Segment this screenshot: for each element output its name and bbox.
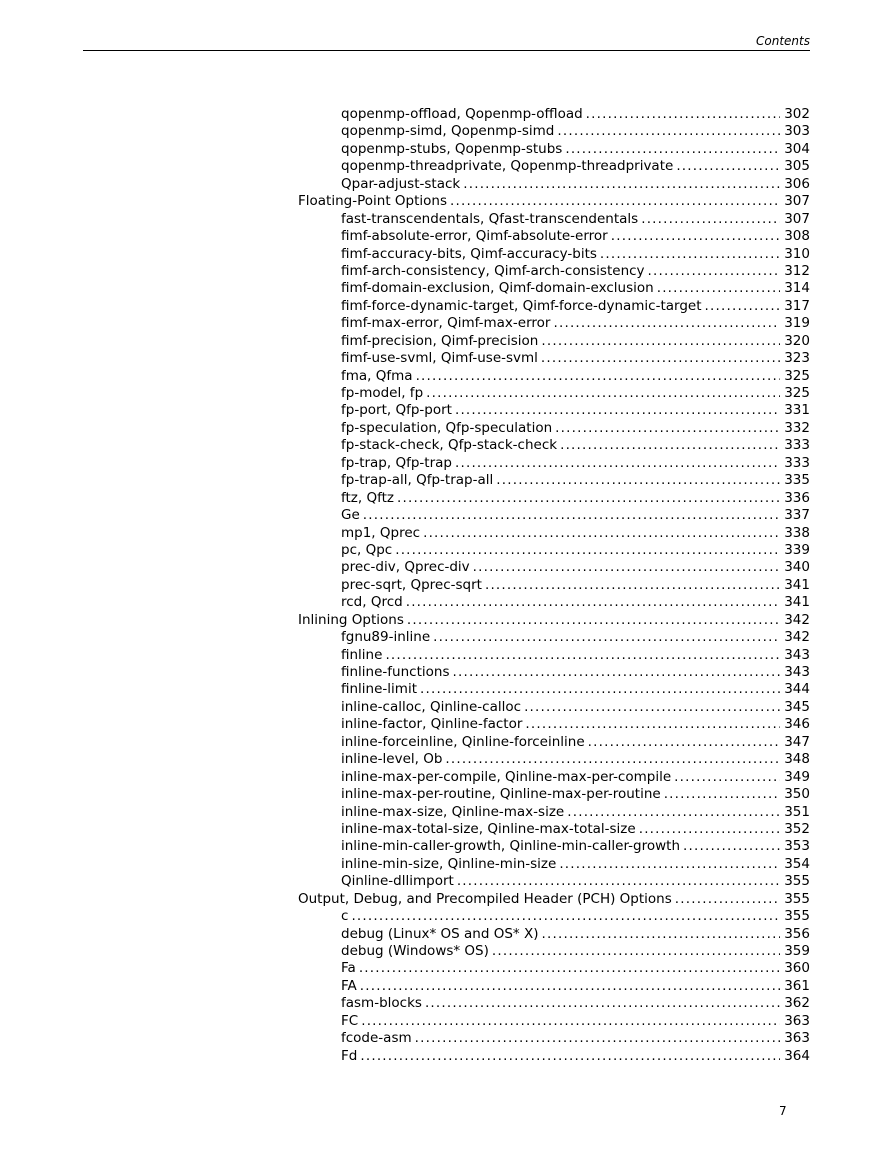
dot-leader [423, 525, 780, 542]
dot-leader [664, 786, 781, 803]
dot-leader [586, 106, 781, 123]
toc-entry-page: 304 [784, 140, 810, 157]
toc-entry-label: inline-factor, Qinline-factor [341, 716, 523, 733]
toc-entry-page: 363 [784, 1012, 810, 1029]
toc-entry[interactable] [298, 542, 810, 559]
toc-entry-label: Floating-Point Options [298, 193, 447, 210]
toc-entry-page: 363 [784, 1030, 810, 1047]
toc-entry-page: 314 [784, 280, 810, 297]
dot-leader [359, 960, 780, 977]
dot-leader [600, 246, 780, 263]
toc-entry-page: 360 [784, 960, 810, 977]
toc-entry-label: fp-model, fp [341, 385, 424, 401]
dot-leader [683, 838, 780, 855]
toc-entry[interactable] [298, 1013, 810, 1030]
toc-entry-label: inline-max-per-routine, Qinline-max-per-routine [341, 786, 661, 803]
toc-entry-page: 307 [784, 210, 810, 227]
dot-leader [420, 681, 780, 698]
toc-entry-label: fimf-domain-exclusion, Qimf-domain-exclusion [341, 280, 654, 297]
toc-entry-label: fimf-accuracy-bits, Qimf-accuracy-bits [341, 245, 597, 262]
toc-entry[interactable] [298, 455, 810, 472]
dot-leader [560, 437, 780, 454]
toc-entry-label: fma, Qfma [341, 367, 413, 384]
toc-entry[interactable] [298, 280, 810, 297]
toc-entry[interactable] [298, 437, 810, 454]
dot-leader [674, 769, 780, 786]
toc-entry-page: 302 [784, 106, 810, 122]
toc-entry-page: 325 [784, 367, 810, 384]
dot-leader [385, 647, 780, 664]
toc-entry[interactable] [298, 647, 810, 664]
dot-leader [611, 228, 780, 245]
toc-entry-label: fgnu89-inline [341, 629, 431, 646]
dot-leader [426, 385, 780, 402]
toc-entry-page: 359 [784, 943, 810, 959]
dot-leader [524, 699, 780, 716]
toc-entry-page: 339 [784, 541, 810, 558]
dot-leader [648, 263, 781, 280]
dot-leader [492, 943, 780, 960]
toc-entry-label: debug (Linux* OS and OS* X) [341, 925, 539, 942]
dot-leader [473, 559, 781, 576]
toc-entry-page: 356 [784, 925, 810, 942]
toc-entry-label: Fd [341, 1047, 358, 1064]
toc-entry-label: fp-trap-all, Qfp-trap-all [341, 472, 494, 489]
toc-entry[interactable] [298, 315, 810, 332]
dot-leader [676, 158, 780, 175]
dot-leader [675, 891, 780, 908]
toc-entry-label: fimf-absolute-error, Qimf-absolute-error [341, 228, 608, 245]
running-header [83, 33, 810, 51]
toc-entry-page: 325 [784, 385, 810, 401]
toc-entry-label: pc, Qpc [341, 541, 393, 558]
toc-entry[interactable] [298, 943, 810, 960]
toc-entry-page: 307 [784, 193, 810, 210]
toc-entry-page: 323 [784, 350, 810, 367]
dot-leader [455, 402, 780, 419]
toc-entry-label: rcd, Qrcd [341, 594, 403, 611]
dot-leader [415, 1030, 781, 1047]
toc-entry-label: fimf-force-dynamic-target, Qimf-force-dynamic-target [341, 297, 702, 314]
toc-entry-label: fp-trap, Qfp-trap [341, 454, 452, 471]
toc-entry-label: Inlining Options [298, 611, 404, 628]
toc-entry-label: qopenmp-offload, Qopenmp-offload [341, 106, 583, 122]
toc-entry[interactable] [298, 559, 810, 576]
toc-section-entry[interactable] [298, 891, 810, 908]
dot-leader [485, 577, 780, 594]
page-number: 7 [779, 1104, 787, 1118]
toc-entry-label: c [341, 908, 349, 925]
toc-entry-label: mp1, Qprec [341, 524, 421, 541]
toc-entry-label: fimf-max-error, Qimf-max-error [341, 315, 551, 332]
toc-section-entry[interactable] [298, 193, 810, 210]
toc-entry[interactable] [298, 699, 810, 716]
toc-entry[interactable] [298, 490, 810, 507]
toc-entry-page: 355 [784, 890, 810, 907]
table-of-contents [298, 106, 810, 1065]
dot-leader [567, 804, 780, 821]
toc-entry-page: 349 [784, 768, 810, 785]
toc-entry[interactable] [298, 751, 810, 768]
toc-entry-page: 333 [784, 437, 810, 454]
toc-entry-label: inline-max-size, Qinline-max-size [341, 803, 565, 820]
toc-section-entry[interactable] [298, 612, 810, 629]
toc-entry-label: fimf-use-svml, Qimf-use-svml [341, 350, 538, 367]
toc-entry[interactable] [298, 350, 810, 367]
dot-leader [455, 455, 780, 472]
toc-entry[interactable] [298, 577, 810, 594]
toc-entry[interactable] [298, 1030, 810, 1047]
toc-entry-page: 354 [784, 855, 810, 872]
dot-leader [360, 978, 780, 995]
toc-entry-page: 345 [784, 698, 810, 715]
toc-entry[interactable] [298, 402, 810, 419]
toc-entry[interactable] [298, 211, 810, 228]
toc-entry-label: fp-port, Qfp-port [341, 402, 452, 419]
dot-leader [657, 280, 781, 297]
dot-leader [425, 995, 780, 1012]
toc-entry-page: 341 [784, 594, 810, 611]
toc-entry-label: debug (Windows* OS) [341, 943, 489, 959]
toc-entry-page: 352 [784, 820, 810, 837]
dot-leader [641, 211, 780, 228]
toc-entry-label: fimf-arch-consistency, Qimf-arch-consistency [341, 262, 645, 279]
toc-entry[interactable] [298, 995, 810, 1012]
toc-entry-page: 350 [784, 786, 810, 803]
toc-entry-page: 342 [784, 611, 810, 628]
toc-entry-label: inline-level, Ob [341, 751, 443, 768]
dot-leader [407, 612, 780, 629]
toc-entry-page: 338 [784, 524, 810, 541]
toc-entry-page: 351 [784, 803, 810, 820]
toc-entry-page: 340 [784, 559, 810, 576]
toc-entry-label: fp-speculation, Qfp-speculation [341, 419, 553, 436]
toc-entry-page: 355 [784, 908, 810, 925]
dot-leader [450, 193, 780, 210]
dot-leader [541, 350, 780, 367]
toc-entry[interactable] [298, 821, 810, 838]
toc-entry-page: 303 [784, 123, 810, 140]
toc-entry[interactable] [298, 368, 810, 385]
toc-entry-label: inline-min-caller-growth, Qinline-min-caller-growth [341, 838, 681, 855]
toc-entry-page: 342 [784, 629, 810, 646]
toc-entry-label: qopenmp-threadprivate, Qopenmp-threadprivate [341, 158, 674, 175]
dot-leader [351, 908, 780, 925]
toc-entry-page: 305 [784, 158, 810, 175]
toc-entry[interactable] [298, 228, 810, 245]
toc-entry[interactable] [298, 716, 810, 733]
dot-leader [525, 716, 780, 733]
toc-entry[interactable] [298, 926, 810, 943]
dot-leader [363, 507, 780, 524]
dot-leader [360, 1048, 780, 1065]
toc-entry-label: ftz, Qftz [341, 489, 394, 506]
dot-leader [395, 542, 780, 559]
toc-entry-label: Qinline-dllimport [341, 873, 454, 890]
toc-entry-page: 335 [784, 472, 810, 489]
toc-entry-page: 343 [784, 646, 810, 663]
toc-entry[interactable] [298, 681, 810, 698]
toc-entry[interactable] [298, 176, 810, 193]
toc-entry-label: qopenmp-stubs, Qopenmp-stubs [341, 140, 563, 157]
toc-entry-label: finline [341, 646, 383, 663]
toc-entry[interactable] [298, 263, 810, 280]
toc-entry[interactable] [298, 298, 810, 315]
toc-entry[interactable] [298, 141, 810, 158]
dot-leader [705, 298, 781, 315]
dot-leader [397, 490, 780, 507]
dot-leader [553, 315, 780, 332]
toc-entry-page: 310 [784, 245, 810, 262]
toc-entry[interactable] [298, 525, 810, 542]
toc-entry[interactable] [298, 507, 810, 524]
toc-entry[interactable] [298, 786, 810, 803]
toc-entry-label: inline-calloc, Qinline-calloc [341, 698, 522, 715]
toc-entry-page: 346 [784, 716, 810, 733]
dot-leader [433, 629, 780, 646]
dot-leader [557, 123, 780, 140]
toc-entry-page: 355 [784, 873, 810, 890]
toc-entry[interactable] [298, 664, 810, 681]
toc-entry[interactable] [298, 333, 810, 350]
toc-entry-label: Ge [341, 507, 360, 524]
dot-leader [555, 420, 780, 437]
toc-entry[interactable] [298, 158, 810, 175]
toc-entry[interactable] [298, 960, 810, 977]
toc-entry-page: 364 [784, 1047, 810, 1064]
toc-entry-page: 347 [784, 733, 810, 750]
dot-leader [541, 333, 780, 350]
dot-leader [588, 734, 781, 751]
dot-leader [416, 368, 781, 385]
toc-entry-page: 306 [784, 175, 810, 192]
toc-entry-page: 344 [784, 681, 810, 698]
toc-entry-label: prec-div, Qprec-div [341, 559, 470, 576]
toc-entry-label: inline-min-size, Qinline-min-size [341, 855, 557, 872]
toc-entry[interactable] [298, 769, 810, 786]
toc-entry[interactable] [298, 123, 810, 140]
toc-entry-page: 331 [784, 402, 810, 419]
toc-entry-label: Fa [341, 960, 356, 977]
toc-entry-page: 320 [784, 332, 810, 349]
dot-leader [452, 664, 780, 681]
dot-leader [639, 821, 781, 838]
toc-entry[interactable] [298, 908, 810, 925]
dot-leader [541, 926, 780, 943]
dot-leader [361, 1013, 780, 1030]
toc-entry-label: inline-max-total-size, Qinline-max-total-size [341, 820, 636, 837]
dot-leader [565, 141, 780, 158]
toc-entry[interactable] [298, 1048, 810, 1065]
toc-entry-label: fp-stack-check, Qfp-stack-check [341, 437, 558, 454]
toc-entry[interactable] [298, 856, 810, 873]
toc-entry-page: 362 [784, 995, 810, 1012]
toc-entry-page: 361 [784, 977, 810, 994]
toc-entry[interactable] [298, 838, 810, 855]
toc-entry-page: 341 [784, 576, 810, 593]
toc-entry-page: 319 [784, 315, 810, 332]
toc-entry-label: FC [341, 1012, 359, 1029]
toc-entry-page: 353 [784, 838, 810, 855]
toc-entry-page: 312 [784, 262, 810, 279]
toc-entry-label: Output, Debug, and Precompiled Header (PCH) Options [298, 890, 672, 907]
toc-entry-label: fast-transcendentals, Qfast-transcendentals [341, 210, 639, 227]
toc-entry[interactable] [298, 873, 810, 890]
toc-entry[interactable] [298, 978, 810, 995]
toc-entry-page: 336 [784, 489, 810, 506]
toc-entry[interactable] [298, 106, 810, 123]
toc-entry[interactable] [298, 594, 810, 611]
toc-entry-label: Qpar-adjust-stack [341, 175, 461, 192]
toc-entry[interactable] [298, 629, 810, 646]
toc-entry[interactable] [298, 420, 810, 437]
toc-entry[interactable] [298, 734, 810, 751]
header-title: Contents [756, 34, 810, 48]
toc-entry-label: qopenmp-simd, Qopenmp-simd [341, 123, 555, 140]
toc-entry-label: finline-functions [341, 664, 450, 680]
dot-leader [559, 856, 780, 873]
toc-entry-page: 308 [784, 228, 810, 245]
toc-entry-label: fcode-asm [341, 1030, 412, 1047]
dot-leader [406, 594, 781, 611]
toc-entry-label: FA [341, 977, 357, 994]
toc-entry-page: 317 [784, 297, 810, 314]
toc-entry[interactable] [298, 246, 810, 263]
toc-entry-label: inline-forceinline, Qinline-forceinline [341, 733, 585, 750]
toc-entry-page: 332 [784, 419, 810, 436]
toc-entry-label: prec-sqrt, Qprec-sqrt [341, 576, 482, 593]
toc-entry-page: 348 [784, 751, 810, 768]
dot-leader [496, 472, 780, 489]
toc-entry[interactable] [298, 385, 810, 402]
toc-entry-page: 343 [784, 664, 810, 680]
dot-leader [445, 751, 780, 768]
toc-entry-page: 337 [784, 507, 810, 524]
toc-entry-label: fasm-blocks [341, 995, 422, 1012]
toc-entry[interactable] [298, 472, 810, 489]
toc-entry[interactable] [298, 804, 810, 821]
dot-leader [463, 176, 780, 193]
dot-leader [457, 873, 780, 890]
toc-entry-label: finline-limit [341, 681, 417, 698]
toc-entry-page: 333 [784, 454, 810, 471]
toc-entry-label: inline-max-per-compile, Qinline-max-per-compile [341, 768, 672, 785]
toc-entry-label: fimf-precision, Qimf-precision [341, 332, 539, 349]
